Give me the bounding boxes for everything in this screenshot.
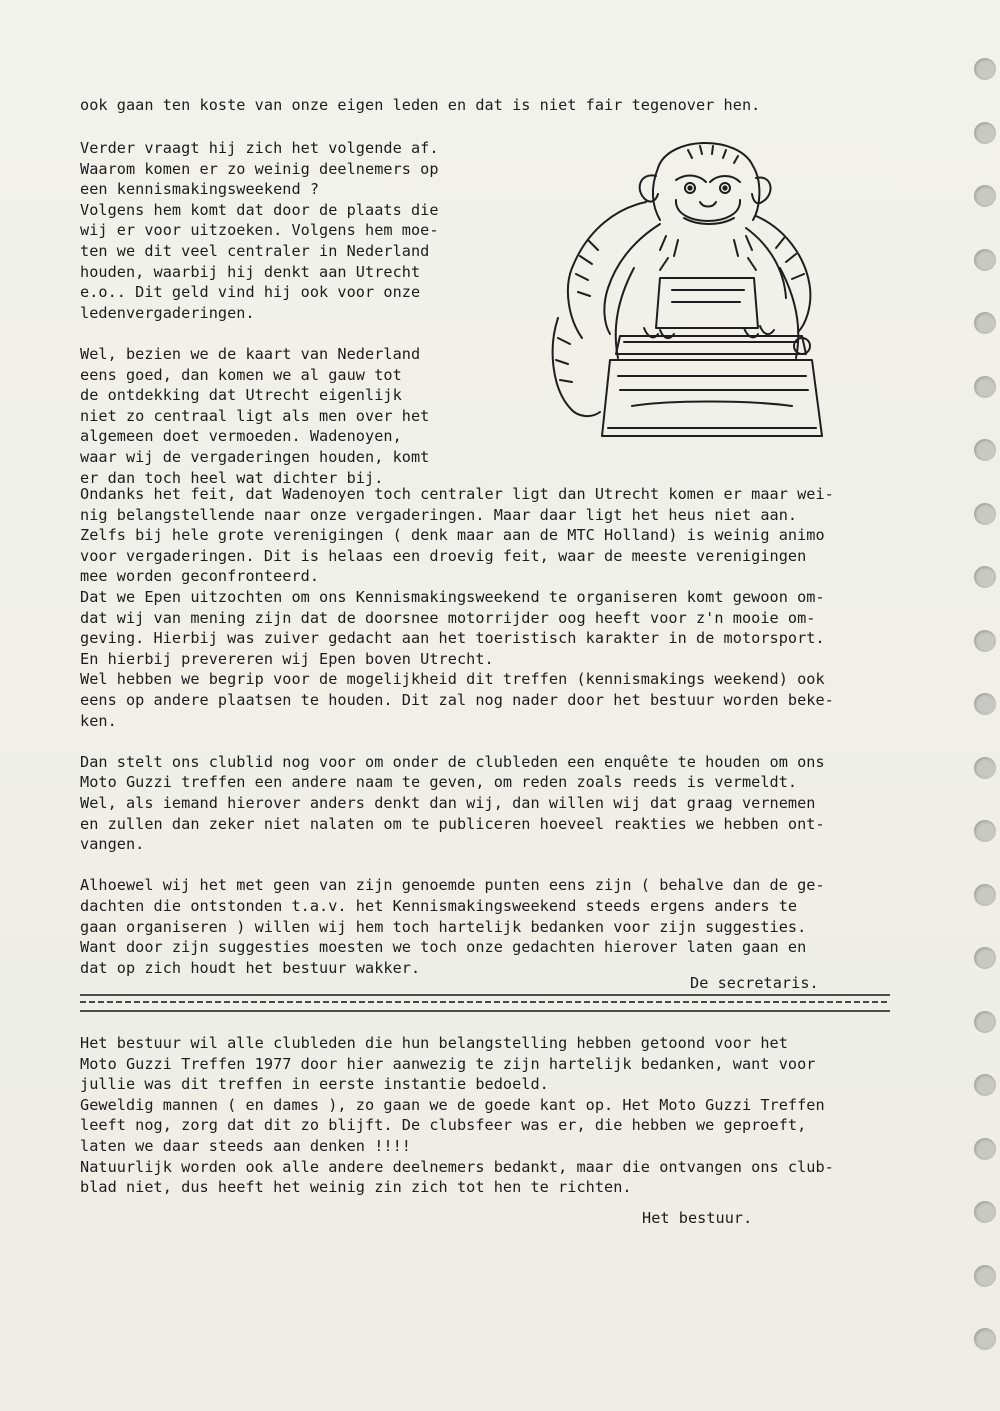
text-line: ken. xyxy=(80,711,117,730)
binder-hole xyxy=(974,439,996,461)
chimpanzee-typewriter-illustration xyxy=(548,128,848,456)
text-line: en zullen dan zeker niet nalaten om te publiceren hoeveel reakties we hebben ont- xyxy=(80,814,825,833)
binder-hole xyxy=(974,1328,996,1350)
text-line: Verder vraagt hij zich het volgende af. xyxy=(80,139,439,157)
text-line: Volgens hem komt dat door de plaats die xyxy=(80,200,439,219)
text-line: Waarom komen er zo weinig deelnemers op xyxy=(80,159,439,178)
binder-hole xyxy=(974,566,996,588)
text-line: er dan toch heel wat dichter bij. xyxy=(80,468,384,487)
text-line: Dan stelt ons clublid nog voor om onder de clubleden een enquête te houden om ons xyxy=(80,752,825,771)
text-line: houden, waarbij hij denkt aan Utrecht xyxy=(80,262,421,281)
text-line: jullie was dit treffen in eerste instantie bedoeld. xyxy=(80,1075,549,1094)
binder-hole xyxy=(974,820,996,842)
text-line: Wel, als iemand hierover anders denkt dan wij, dan willen wij dat graag vernemen xyxy=(80,794,816,812)
binder-hole xyxy=(974,757,996,779)
text-line: Geweldig mannen ( en dames ), zo gaan we de goede kant op. Het Moto Guzzi Treffen xyxy=(80,1095,825,1114)
binder-hole xyxy=(974,122,996,144)
binder-hole xyxy=(974,312,996,334)
text-line: voor vergaderingen. Dit is helaas een droevig feit, waar de meeste verenigingen xyxy=(80,546,807,565)
binder-hole xyxy=(974,1138,996,1160)
text-line: dat wij van mening zijn dat de doorsnee motorrijder oog heeft voor z'n mooie om- xyxy=(80,608,816,627)
signature-bestuur: Het bestuur. xyxy=(642,1209,753,1227)
binder-hole xyxy=(974,1011,996,1033)
text-line: vangen. xyxy=(80,835,145,854)
text-line: dachten die ontstonden t.a.v. het Kennismakingsweekend steeds ergens anders te xyxy=(80,897,798,915)
text-line: ledenvergaderingen. xyxy=(80,303,255,322)
text-line: niet zo centraal ligt als men over het xyxy=(80,406,430,425)
text-line: Zelfs bij hele grote verenigingen ( denk maar aan de MTC Holland) is weinig animo xyxy=(80,526,825,545)
signature-secretaris: De secretaris. xyxy=(690,974,819,992)
binder-hole xyxy=(974,884,996,906)
binder-hole xyxy=(974,947,996,969)
text-line: Moto Guzzi treffen een andere naam te geven, om reden zoals reeds is vermeldt. xyxy=(80,773,798,792)
text-line: dat op zich houdt het bestuur wakker. xyxy=(80,958,421,977)
text-line: waar wij de vergaderingen houden, komt xyxy=(80,448,430,466)
text-line: gaan organiseren ) willen wij hem toch hartelijk bedanken voor zijn suggesties. xyxy=(80,917,807,936)
separator-rule xyxy=(80,994,890,1012)
text-line: eens goed, dan komen we al gauw tot xyxy=(80,365,402,384)
text-line: een kennismakingsweekend ? xyxy=(80,180,320,199)
text-line: Moto Guzzi Treffen 1977 door hier aanwezig te zijn hartelijk bedanken, want voor xyxy=(80,1054,816,1073)
text-line: mee worden geconfronteerd. xyxy=(80,567,320,586)
text-line: Dat we Epen uitzochten om ons Kennismakingsweekend te organiseren komt gewoon om- xyxy=(80,588,825,606)
text-line: wij er voor uitzoeken. Volgens hem moe- xyxy=(80,221,439,240)
text-line: ten we dit veel centraler in Nederland xyxy=(80,242,430,260)
text-line: blad niet, dus heeft het weinig zin zich tot hen te richten. xyxy=(80,1178,632,1197)
binder-hole xyxy=(974,249,996,271)
binder-hole xyxy=(974,58,996,80)
binder-hole xyxy=(974,376,996,398)
text-line: Ondanks het feit, dat Wadenoyen toch centraler ligt dan Utrecht komen er maar wei- xyxy=(80,485,834,503)
binder-hole xyxy=(974,693,996,715)
text-line: e.o.. Dit geld vind hij ook voor onze xyxy=(80,283,421,302)
binder-hole xyxy=(974,1265,996,1287)
text-line: ook gaan ten koste van onze eigen leden en dat is niet fair tegenover hen. xyxy=(80,96,761,114)
text-line: Wel, bezien we de kaart van Nederland xyxy=(80,345,421,363)
text-line: laten we daar steeds aan denken !!!! xyxy=(80,1137,411,1155)
binder-hole xyxy=(974,503,996,525)
text-line: geving. Hierbij was zuiver gedacht aan het toeristisch karakter in de motorsport. xyxy=(80,629,825,648)
text-line: Natuurlijk worden ook alle andere deelnemers bedankt, maar die ontvangen ons club- xyxy=(80,1157,834,1176)
binder-hole xyxy=(974,1201,996,1223)
text-line: leeft nog, zorg dat dit zo blijft. De clubsfeer was er, die hebben we geproeft, xyxy=(80,1116,807,1135)
binder-holes xyxy=(970,50,1000,1411)
text-line: Het bestuur wil alle clubleden die hun belangstelling hebben getoond voor het xyxy=(80,1034,788,1052)
text-line: de ontdekking dat Utrecht eigenlijk xyxy=(80,386,402,405)
binder-hole xyxy=(974,630,996,652)
text-line: eens op andere plaatsen te houden. Dit zal nog nader door het bestuur worden beke- xyxy=(80,691,834,709)
text-line: algemeen doet vermoeden. Wadenoyen, xyxy=(80,427,402,446)
text-line: nig belangstellende naar onze vergaderingen. Maar daar ligt het heus niet aan. xyxy=(80,505,798,524)
binder-hole xyxy=(974,185,996,207)
binder-hole xyxy=(974,1074,996,1096)
text-line: Want door zijn suggesties moesten we toch onze gedachten hierover laten gaan en xyxy=(80,938,807,957)
text-line: En hierbij prevereren wij Epen boven Utrecht. xyxy=(80,649,494,668)
text-line: Alhoewel wij het met geen van zijn genoemde punten eens zijn ( behalve dan de ge- xyxy=(80,876,825,895)
text-line: Wel hebben we begrip voor de mogelijkheid dit treffen (kennismakings weekend) ook xyxy=(80,670,825,689)
